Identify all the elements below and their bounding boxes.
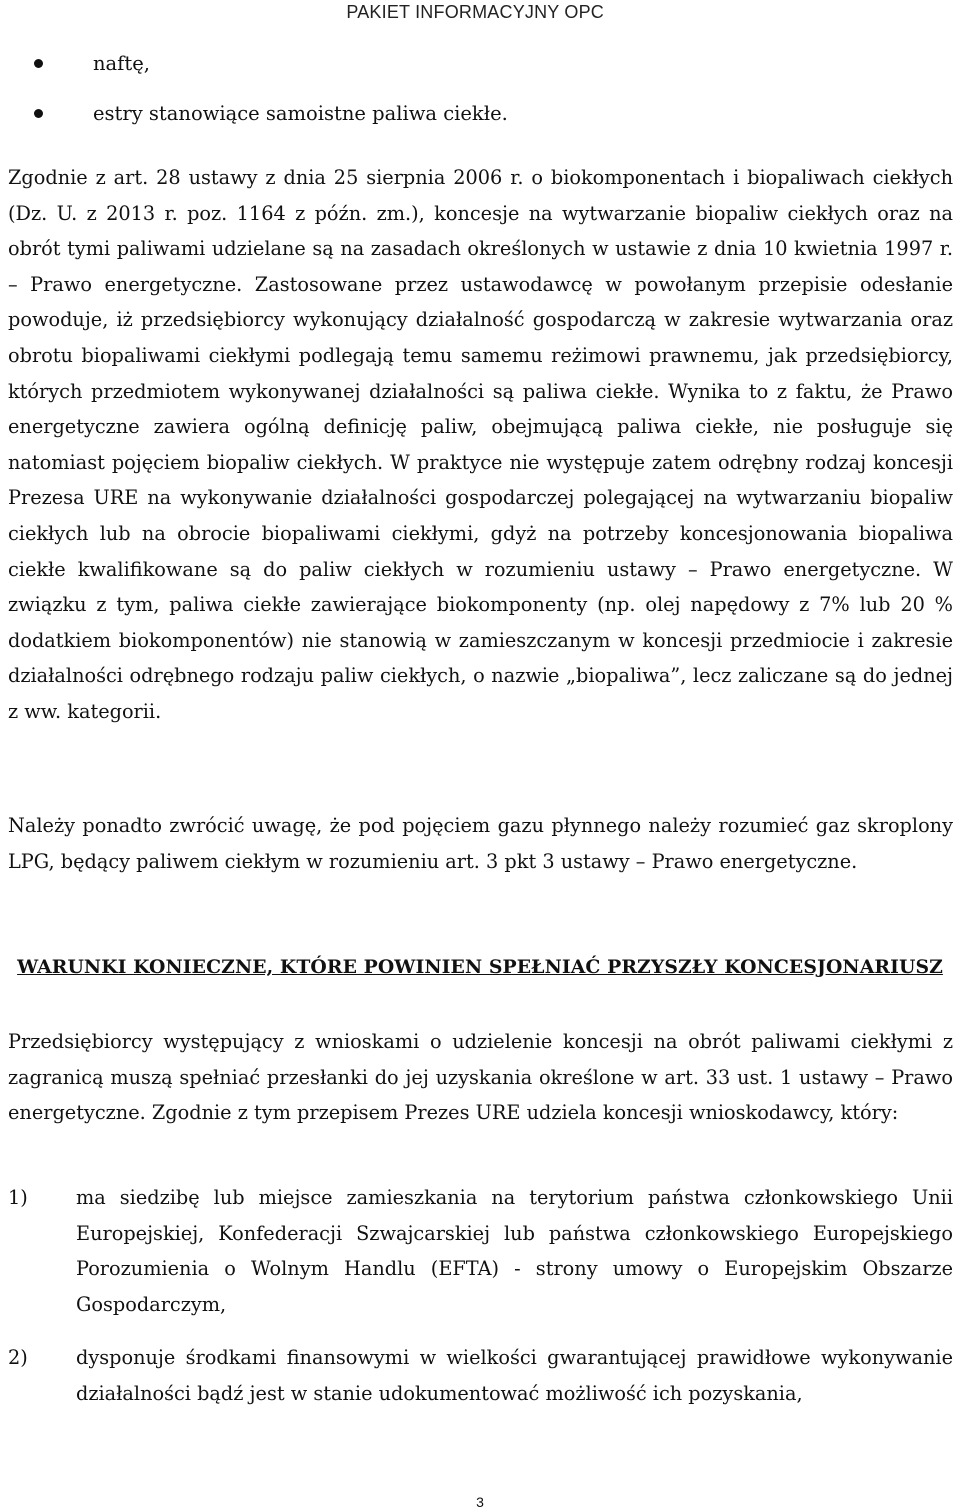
requirements-list <box>8 1180 953 1430</box>
bullet-text: naftę, <box>93 51 150 75</box>
list-item <box>8 1340 953 1411</box>
bullet-item <box>8 88 948 138</box>
paragraph-biofuels: Zgodnie z art. 28 ustawy z dnia 25 sierpnia 2006 r. o biokomponentach i biopaliwach ciekłych (Dz. U. z 2013 r. poz. 1164 z późn. zm.), koncesje na wytwarzanie biopaliw ciekłych oraz na obrót tymi paliwami udzielane są na zasadach określonych w ustawie z dnia 10 kwietnia 1997 r. – Prawo energetyczne. Zastosowane przez ustawodawcę w powołanym przepisie odesłanie powoduje, iż przedsiębiorcy wykonujący działalność gospodarczą w zakresie wytwarzania oraz obrotu biopaliwami ciekłymi podlegają temu samemu reżimowi prawnemu, jak przedsiębiorcy, których przedmiotem wykonywanej działalności są paliwa ciekłe. Wynika to z faktu, że Prawo energetyczne zawiera ogólną definicję paliw, obejmującą paliwa ciekłe, nie posługuje się natomiast pojęciem biopaliw ciekłych. W praktyce nie występuje zatem odrębny rodzaj koncesji Prezesa URE na wykonywanie działalności gospodarczej polegającej na wytwarzaniu biopaliw ciekłych lub na obrocie biopaliwami ciekłymi, gdyż na potrzeby koncesjonowania biopaliwa ciekłe kwalifikowane są do paliw ciekłych w rozumieniu ustawy – Prawo energetyczne. W związku z tym, paliwa ciekłe zawierające biokomponenty (np. olej napędowy z 7% lub 20 % dodatkiem biokomponentów) nie stanowią w zamieszczanym w koncesji przedmiocie i zakresie działalności odrębnego rodzaju paliw ciekłych, o nazwie „biopaliwa”, lecz zaliczane są do jednej z ww. kategorii. <box>8 166 953 723</box>
list-item-number: 1) <box>8 1186 28 1209</box>
page-number: 3 <box>476 1494 484 1510</box>
bullet-item <box>8 38 948 88</box>
bullet-icon <box>34 59 43 68</box>
bullet-list <box>8 38 948 138</box>
list-item-text: dysponuje środkami finansowymi w wielkości gwarantującej prawidłowe wykonywanie działalności bądź jest w stanie udokumentować możliwość ich pozyskania, <box>76 1346 953 1405</box>
section-heading: WARUNKI KONIECZNE, KTÓRE POWINIEN SPEŁNIAĆ PRZYSZŁY KONCESJONARIUSZ <box>17 956 943 978</box>
paragraph-lpg: Należy ponadto zwrócić uwagę, że pod pojęciem gazu płynnego należy rozumieć gaz skroplony LPG, będący paliwem ciekłym w rozumieniu art. 3 pkt 3 ustawy – Prawo energetyczne. <box>8 814 953 873</box>
bullet-icon <box>34 109 43 118</box>
page-header: PAKIET INFORMACYJNY OPC <box>346 2 604 22</box>
list-item-number: 2) <box>8 1346 28 1370</box>
list-item <box>8 1180 953 1322</box>
bullet-text: estry stanowiące samoistne paliwa ciekłe. <box>93 101 508 125</box>
list-item-text: ma siedzibę lub miejsce zamieszkania na terytorium państwa członkowskiego Unii Europejskiej, Konfederacji Szwajcarskiej lub państwa członkowskiego Europejskiego Porozumienia o Wolnym Handlu (EFTA) - strony umowy o Europejskim Obszarze Gospodarczym, <box>76 1186 953 1316</box>
paragraph-requirements: Przedsiębiorcy występujący z wnioskami o udzielenie koncesji na obrót paliwami ciekłymi z zagranicą muszą spełniać przesłanki do jej uzyskania określone w art. 33 ust. 1 ustawy – Prawo energetyczne. Zgodnie z tym przepisem Prezes URE udziela koncesji wnioskodawcy, który: <box>8 1030 953 1125</box>
